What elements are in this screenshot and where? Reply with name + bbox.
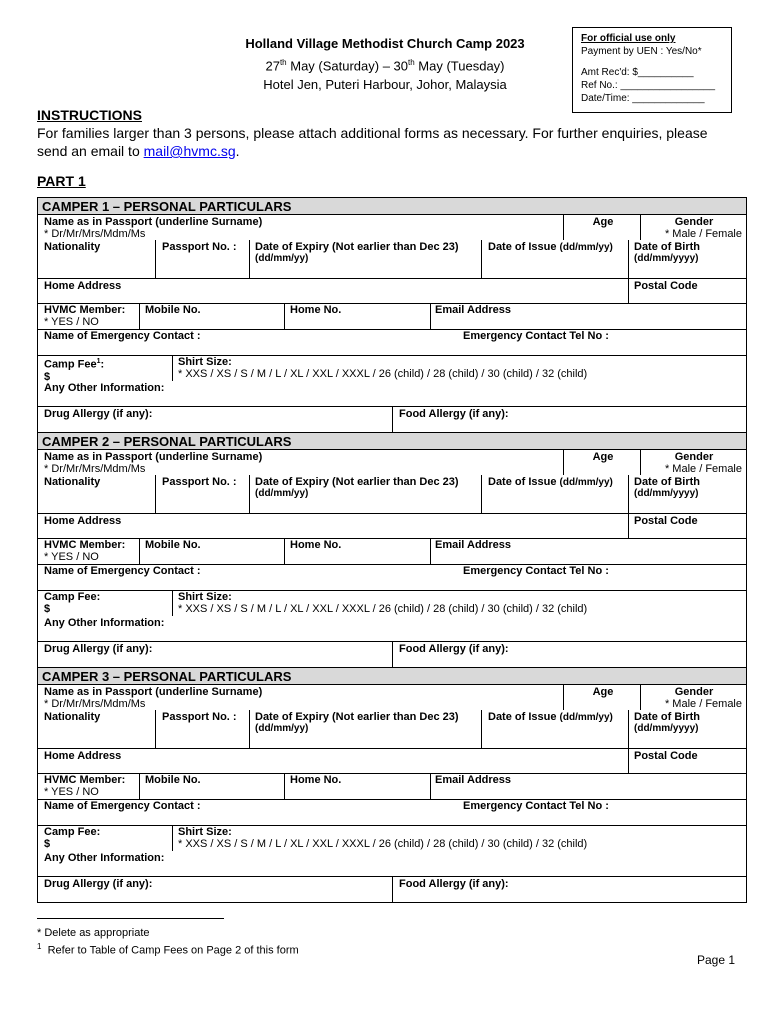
email-field[interactable]: Email Address (435, 774, 512, 786)
column-divider (284, 303, 285, 329)
home-phone-field[interactable]: Home No. (290, 774, 342, 786)
camp-fee-field[interactable]: Camp Fee$^1$: $ (44, 358, 105, 383)
column-divider (628, 278, 629, 303)
drug-allergy-field[interactable]: Drug Allergy (if any): (44, 643, 153, 655)
column-divider (284, 538, 285, 564)
shirt-size-field[interactable]: Shirt Size: * XXS / XS / S / M / L / XL / XXL / XXXL / 26 (child) / 28 (child) / 30 (child) / 32 (child) (178, 591, 588, 615)
payment-uen: Payment by UEN : Yes/No* (581, 46, 702, 57)
postal-code-field[interactable]: Postal Code (634, 280, 698, 292)
camper-title: CAMPER 2 – PERSONAL PARTICULARS (38, 433, 746, 450)
nationality-field[interactable]: Nationality (44, 476, 101, 488)
issue-date-field[interactable]: Date of Issue (dd/mm/yy) (488, 711, 613, 723)
footnote-delete: * Delete as appropriate (37, 927, 150, 939)
issue-date-field[interactable]: Date of Issue (dd/mm/yy) (488, 476, 613, 488)
emergency-contact-tel-field[interactable]: Emergency Contact Tel No : (463, 565, 609, 577)
food-allergy-field[interactable]: Food Allergy (if any): (399, 643, 509, 655)
column-divider (155, 710, 156, 748)
column-divider (172, 590, 173, 616)
email-field[interactable]: Email Address (435, 304, 512, 316)
column-divider (640, 450, 641, 475)
column-divider (139, 773, 140, 799)
column-divider (563, 685, 564, 710)
age-field[interactable]: Age (592, 216, 614, 228)
amount-received: Amt Rec'd: $__________ (581, 67, 694, 78)
column-divider (284, 773, 285, 799)
postal-code-field[interactable]: Postal Code (634, 515, 698, 527)
emergency-contact-tel-field[interactable]: Emergency Contact Tel No : (463, 800, 609, 812)
email-field[interactable]: Email Address (435, 539, 512, 551)
column-divider (640, 685, 641, 710)
instructions: INSTRUCTIONS For families larger than 3 persons, please attach additional forms as necessary. For further enquiries, please send an email to mail@hvmc.sg. (37, 106, 737, 160)
part-label: PART 1 (37, 173, 86, 189)
column-divider (172, 825, 173, 851)
emergency-contact-tel-field[interactable]: Emergency Contact Tel No : (463, 330, 609, 342)
nationality-field[interactable]: Nationality (44, 711, 101, 723)
column-divider (628, 748, 629, 773)
column-divider (563, 450, 564, 475)
column-divider (563, 215, 564, 240)
camper-title: CAMPER 1 – PERSONAL PARTICULARS (38, 198, 746, 215)
ref-no: Ref No.: _________________ (581, 80, 716, 91)
other-info-field[interactable]: Any Other Information: (44, 617, 165, 629)
column-divider (392, 876, 393, 902)
home-phone-field[interactable]: Home No. (290, 539, 342, 551)
drug-allergy-field[interactable]: Drug Allergy (if any): (44, 878, 153, 890)
home-address-field[interactable]: Home Address (44, 750, 122, 762)
column-divider (139, 303, 140, 329)
expiry-field[interactable]: Date of Expiry (Not earlier than Dec 23) (dd/mm/yy) (255, 241, 459, 264)
camp-dates: 27th May (Saturday) – 30th May (Tuesday) (265, 58, 505, 74)
column-divider (392, 406, 393, 432)
camp-fee-field[interactable]: Camp Fee: $ (44, 826, 101, 850)
passport-field[interactable]: Passport No. : (162, 241, 237, 253)
home-address-field[interactable]: Home Address (44, 280, 122, 292)
passport-field[interactable]: Passport No. : (162, 476, 237, 488)
column-divider (430, 538, 431, 564)
home-phone-field[interactable]: Home No. (290, 304, 342, 316)
other-info-field[interactable]: Any Other Information: (44, 852, 165, 864)
mobile-field[interactable]: Mobile No. (145, 304, 201, 316)
other-info-field[interactable]: Any Other Information: (44, 382, 165, 394)
camper-section (37, 432, 747, 668)
email-link[interactable]: mail@hvmc.sg (143, 143, 236, 159)
camp-venue: Hotel Jen, Puteri Harbour, Johor, Malaysia (263, 77, 507, 93)
official-heading: For official use only (581, 33, 676, 44)
camp-fee-field[interactable]: Camp Fee: $ (44, 591, 101, 615)
camper-section (37, 197, 747, 433)
hvmc-member-field[interactable]: HVMC Member: * YES / NO (44, 539, 126, 563)
column-divider (249, 710, 250, 748)
instructions-heading: INSTRUCTIONS (37, 107, 142, 123)
gender-field[interactable]: Gender * Male / Female (664, 216, 742, 240)
column-divider (628, 240, 629, 278)
nationality-field[interactable]: Nationality (44, 241, 101, 253)
footnote-fees: $^1$ Refer to Table of Camp Fees on Page 2 of this form (37, 942, 299, 957)
footnote-divider (37, 918, 224, 919)
postal-code-field[interactable]: Postal Code (634, 750, 698, 762)
gender-field[interactable]: Gender * Male / Female (664, 451, 742, 475)
column-divider (481, 475, 482, 513)
column-divider (155, 475, 156, 513)
drug-allergy-field[interactable]: Drug Allergy (if any): (44, 408, 153, 420)
home-address-field[interactable]: Home Address (44, 515, 122, 527)
issue-date-field[interactable]: Date of Issue (dd/mm/yy) (488, 241, 613, 253)
column-divider (172, 355, 173, 381)
date-time: Date/Time: _____________ (581, 93, 705, 104)
dob-field[interactable]: Date of Birth (dd/mm/yyyy) (634, 476, 700, 499)
emergency-contact-name-field[interactable]: Name of Emergency Contact : (44, 565, 201, 577)
column-divider (628, 710, 629, 748)
passport-field[interactable]: Passport No. : (162, 711, 237, 723)
page-number: Page 1 (697, 953, 736, 967)
column-divider (640, 215, 641, 240)
hvmc-member-field[interactable]: HVMC Member: * YES / NO (44, 774, 126, 798)
food-allergy-field[interactable]: Food Allergy (if any): (399, 408, 509, 420)
column-divider (139, 538, 140, 564)
mobile-field[interactable]: Mobile No. (145, 539, 201, 551)
official-use-box (572, 27, 732, 113)
age-field[interactable]: Age (592, 686, 614, 698)
food-allergy-field[interactable]: Food Allergy (if any): (399, 878, 509, 890)
gender-field[interactable]: Gender * Male / Female (664, 686, 742, 710)
mobile-field[interactable]: Mobile No. (145, 774, 201, 786)
column-divider (430, 773, 431, 799)
column-divider (481, 240, 482, 278)
column-divider (155, 240, 156, 278)
shirt-size-field[interactable]: Shirt Size: * XXS / XS / S / M / L / XL / XXL / XXXL / 26 (child) / 28 (child) / 30 (child) / 32 (child) (178, 356, 588, 380)
form-title: Holland Village Methodist Church Camp 2023 (245, 36, 525, 51)
camper-section (37, 667, 747, 903)
column-divider (628, 513, 629, 538)
column-divider (249, 240, 250, 278)
age-field[interactable]: Age (592, 451, 614, 463)
column-divider (628, 475, 629, 513)
name-field[interactable]: Name as in Passport (underline Surname) * Dr/Mr/Mrs/Mdm/Ms (44, 216, 263, 240)
emergency-contact-name-field[interactable]: Name of Emergency Contact : (44, 800, 201, 812)
instructions-text: For families larger than 3 persons, please attach additional forms as necessary. For further enquiries, please send an email to (37, 125, 708, 159)
name-field[interactable]: Name as in Passport (underline Surname) * Dr/Mr/Mrs/Mdm/Ms (44, 686, 263, 710)
expiry-field[interactable]: Date of Expiry (Not earlier than Dec 23) (dd/mm/yy) (255, 711, 459, 734)
column-divider (249, 475, 250, 513)
column-divider (430, 303, 431, 329)
camper-title: CAMPER 3 – PERSONAL PARTICULARS (38, 668, 746, 685)
column-divider (481, 710, 482, 748)
dob-field[interactable]: Date of Birth (dd/mm/yyyy) (634, 711, 700, 734)
hvmc-member-field[interactable]: HVMC Member: * YES / NO (44, 304, 126, 328)
column-divider (392, 641, 393, 667)
name-field[interactable]: Name as in Passport (underline Surname) * Dr/Mr/Mrs/Mdm/Ms (44, 451, 263, 475)
emergency-contact-name-field[interactable]: Name of Emergency Contact : (44, 330, 201, 342)
form-header (180, 34, 590, 94)
shirt-size-field[interactable]: Shirt Size: * XXS / XS / S / M / L / XL / XXL / XXXL / 26 (child) / 28 (child) / 30 (child) / 32 (child) (178, 826, 588, 850)
dob-field[interactable]: Date of Birth (dd/mm/yyyy) (634, 241, 700, 264)
expiry-field[interactable]: Date of Expiry (Not earlier than Dec 23) (dd/mm/yy) (255, 476, 459, 499)
